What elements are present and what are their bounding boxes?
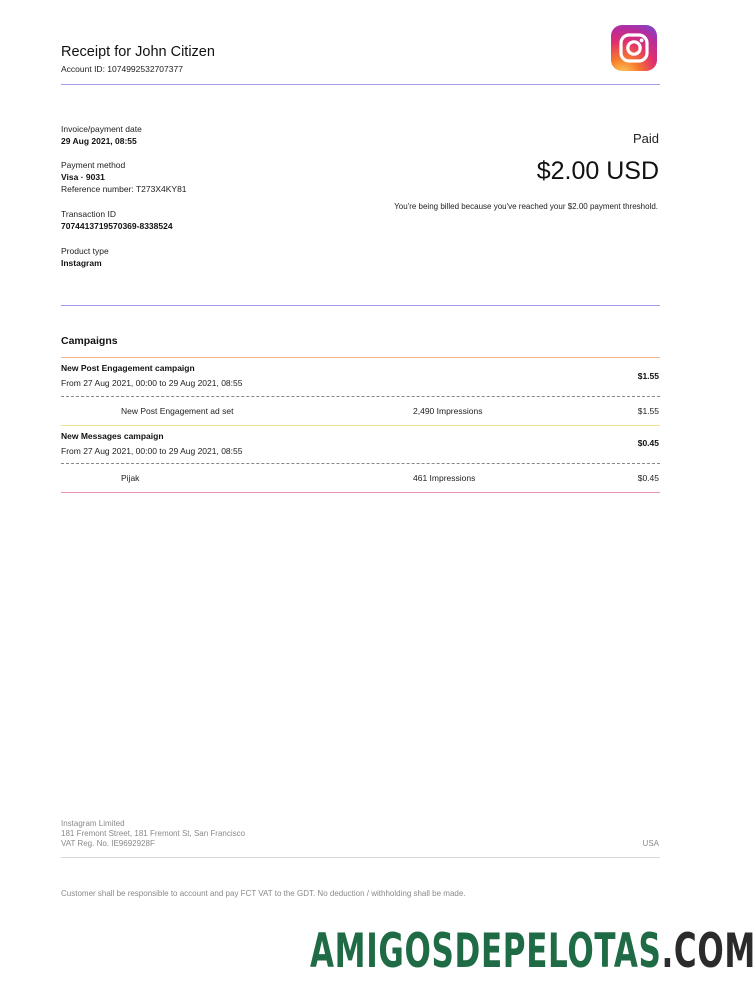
account-id: Account ID: 1074992532707377 <box>61 64 183 74</box>
vat-number: VAT Reg. No. IE9692928F <box>61 839 155 848</box>
campaigns-heading: Campaigns <box>61 335 118 347</box>
campaigns-end-divider <box>61 492 660 493</box>
billing-note: You're being billed because you've reached your $2.00 payment threshold. <box>394 202 658 211</box>
product-type-label: Product type <box>61 246 109 256</box>
instagram-logo-icon <box>611 25 657 71</box>
campaign-dates: From 27 Aug 2021, 00:00 to 29 Aug 2021, 08:55 <box>61 378 243 388</box>
ad-set-name: New Post Engagement ad set <box>121 406 234 416</box>
company-address: 181 Fremont Street, 181 Fremont St, San Francisco <box>61 829 246 838</box>
watermark-text: AMIGOSDEPELOTAS <box>310 924 662 979</box>
reference-number: Reference number: T273X4KY81 <box>61 184 187 194</box>
ad-set-cost: $0.45 <box>637 473 659 483</box>
details-divider <box>61 305 660 306</box>
ad-set-impressions: 2,490 Impressions <box>413 406 483 416</box>
campaign-name: New Messages campaign <box>61 431 164 441</box>
ad-set-cost: $1.55 <box>637 406 659 416</box>
site-watermark <box>310 922 756 982</box>
campaign-name: New Post Engagement campaign <box>61 363 195 373</box>
watermark-suffix: .COM <box>661 924 756 979</box>
company-country: USA <box>642 839 659 848</box>
footer-divider <box>61 857 660 858</box>
transaction-id-label: Transaction ID <box>61 209 116 219</box>
campaign-divider <box>61 357 660 358</box>
invoice-date-value: 29 Aug 2021, 08:55 <box>61 136 137 146</box>
payment-method-label: Payment method <box>61 160 126 170</box>
payment-method-value: Visa · 9031 <box>61 172 105 182</box>
invoice-date-label: Invoice/payment date <box>61 124 142 134</box>
company-name: Instagram Limited <box>61 819 125 828</box>
product-type-value: Instagram <box>61 258 102 268</box>
dashed-divider <box>61 396 660 397</box>
payment-status: Paid <box>632 131 659 146</box>
transaction-id-value: 7074413719570369-8338524 <box>61 221 173 231</box>
campaign-total: $0.45 <box>637 438 659 448</box>
total-amount: $2.00 USD <box>536 157 659 185</box>
campaign-total: $1.55 <box>637 371 659 381</box>
header-divider <box>61 84 660 85</box>
campaign-dates: From 27 Aug 2021, 00:00 to 29 Aug 2021, 08:55 <box>61 446 243 456</box>
campaign-divider <box>61 425 660 426</box>
vat-disclaimer: Customer shall be responsible to account and pay FCT VAT to the GDT. No deduction / withholding shall be made. <box>61 889 466 898</box>
ad-set-impressions: 461 Impressions <box>413 473 476 483</box>
ad-set-name: Pijak <box>121 473 140 483</box>
receipt-title: Receipt for John Citizen <box>61 44 215 60</box>
dashed-divider <box>61 463 660 464</box>
